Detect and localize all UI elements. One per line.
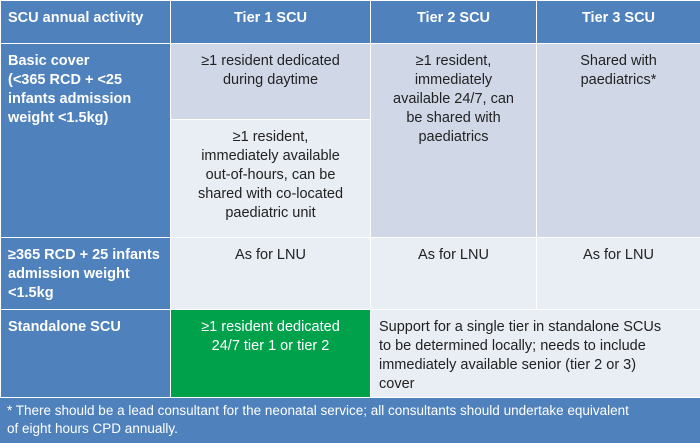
cell-line: Shared with	[580, 53, 657, 69]
row-label-basic-cover	[1, 44, 171, 238]
row-label-standalone: Standalone SCU	[1, 310, 171, 407]
row-label-high-activity	[1, 238, 171, 310]
high-tier3: As for LNU	[537, 238, 700, 310]
basic-label-line: weight <1.5kg)	[8, 110, 109, 126]
cell-line: during daytime	[222, 72, 319, 88]
footnote-line: of eight hours CPD annually.	[7, 421, 178, 436]
high-tier1: As for LNU	[171, 238, 371, 310]
cell-line: paediatric unit	[225, 205, 316, 221]
cell-line: ≥1 resident,	[415, 53, 492, 69]
basic-label-line: (<365 RCD + <25	[8, 72, 123, 88]
cell-line: be shared with	[406, 110, 501, 126]
header-tier-3: Tier 3 SCU	[537, 1, 700, 44]
cell-line: available 24/7, can	[393, 91, 514, 107]
header-tier-1: Tier 1 SCU	[171, 1, 371, 44]
cell-line: immediately available	[201, 148, 340, 164]
basic-tier2	[371, 44, 537, 238]
cell-line: out-of-hours, can be	[205, 167, 336, 183]
cell-line: immediately	[414, 72, 493, 88]
cell-line: ≥365 RCD + 25 infants	[8, 247, 160, 263]
cell-line: cover	[379, 376, 415, 392]
cell-line: <1.5kg	[8, 285, 54, 301]
footnote	[0, 397, 700, 443]
cell-line: ≥1 resident,	[232, 129, 309, 145]
standalone-tier1	[171, 310, 371, 407]
cell-line: paediatrics	[418, 129, 489, 145]
cell-line: 24/7 tier 1 or tier 2	[211, 338, 330, 354]
basic-tier1-daytime	[171, 44, 371, 120]
header-tier-2: Tier 2 SCU	[371, 1, 537, 44]
cell-line: immediately available senior (tier 2 or 3)	[379, 357, 637, 373]
basic-label-line: Basic cover	[8, 53, 90, 69]
standalone-support	[371, 310, 700, 407]
cell-line: Support for a single tier in standalone SCUs	[379, 319, 662, 335]
cell-line: paediatrics*	[580, 72, 657, 88]
basic-tier3	[537, 44, 700, 238]
header-scu-annual-activity: SCU annual activity	[1, 1, 171, 44]
high-tier2: As for LNU	[371, 238, 537, 310]
cell-line: admission weight	[8, 266, 130, 282]
cell-line: to be determined locally; needs to include	[379, 338, 646, 354]
cell-line: ≥1 resident dedicated	[201, 53, 340, 69]
basic-label-line: infants admission	[8, 91, 132, 107]
footnote-line: * There should be a lead consultant for the neonatal service; all consultants should undertake equivalent	[7, 403, 629, 418]
basic-tier1-out-of-hours	[171, 120, 371, 238]
cell-line: shared with co-located	[197, 186, 344, 202]
cell-line: ≥1 resident dedicated	[201, 319, 340, 335]
